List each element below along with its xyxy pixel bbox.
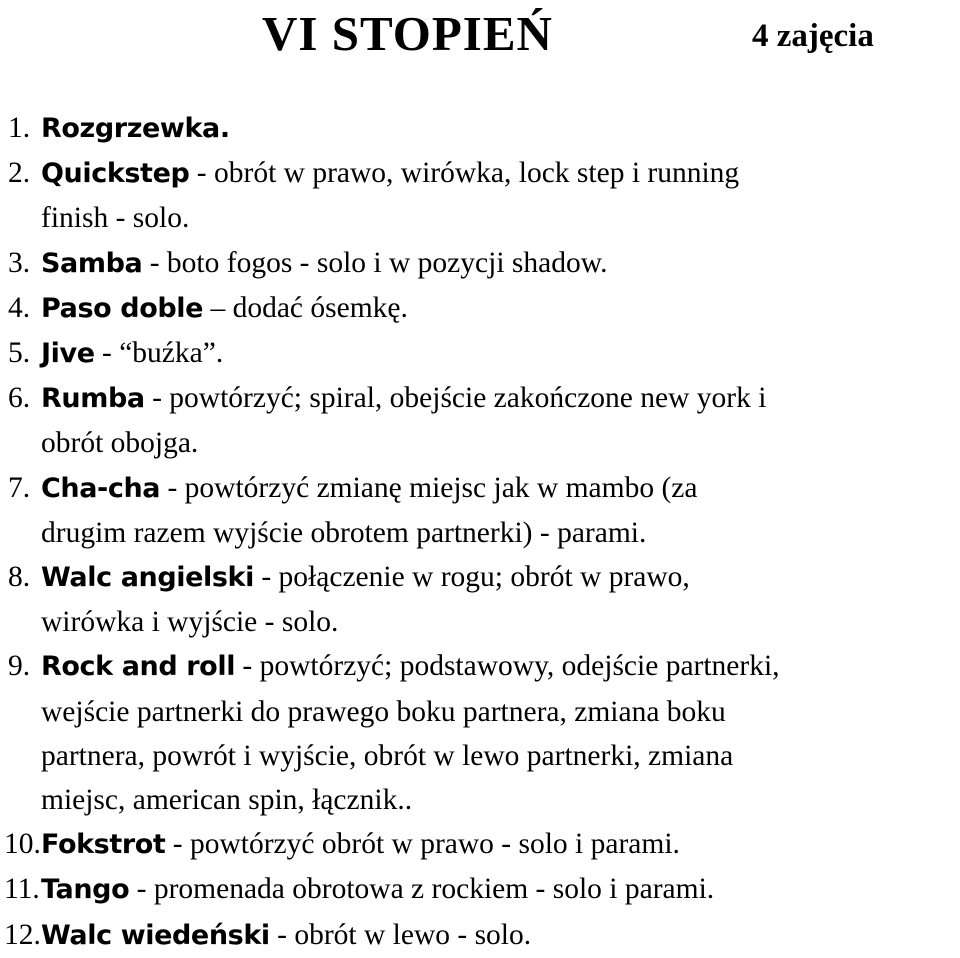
item-first-line <box>41 151 960 196</box>
list-item <box>0 822 960 867</box>
item-description: – dodać ósemkę. <box>203 291 408 324</box>
item-first-line <box>41 376 960 421</box>
item-first-line <box>41 466 960 511</box>
item-description: - obrót w prawo, wirówka, lock step i running <box>189 157 740 190</box>
dance-name: Tango <box>41 874 130 906</box>
item-continuation: partnera, powrót i wyjście, obrót w lewo partnerki, zmiana <box>41 739 734 772</box>
item-number: 8. <box>8 561 31 594</box>
item-first-line <box>41 106 960 151</box>
item-description: - połączenie w rogu; obrót w prawo, <box>253 561 690 594</box>
dance-name: Walc angielski <box>41 562 254 594</box>
dance-name: Paso doble <box>41 292 204 324</box>
item-first-line <box>41 241 960 286</box>
list-item <box>0 867 960 912</box>
list-item <box>0 106 960 151</box>
list-item <box>0 555 960 644</box>
item-description: - powtórzyć obrót w prawo - solo i parami. <box>165 828 680 861</box>
item-description: - boto fogos - solo i w pozycji shadow. <box>142 246 608 279</box>
item-description: - powtórzyć; podstawowy, odejście partnerki, <box>235 650 780 683</box>
list-item <box>0 644 960 822</box>
item-description: - powtórzyć; spiral, obejście zakończone new york i <box>144 382 767 415</box>
dance-name: Jive <box>41 338 95 370</box>
list-item <box>0 376 960 465</box>
item-first-line <box>41 913 960 958</box>
item-first-line <box>41 822 960 867</box>
list-item <box>0 466 960 555</box>
dance-name: Rozgrzewka. <box>41 113 230 144</box>
item-number: 4. <box>8 291 31 324</box>
list-item <box>0 913 960 958</box>
item-number: 6. <box>8 382 31 415</box>
item-continuation: finish - solo. <box>41 202 190 235</box>
item-number: 11. <box>4 873 40 906</box>
item-number: 9. <box>8 650 31 683</box>
item-continuation: drugim razem wyjście obrotem partnerki) - parami. <box>41 516 647 549</box>
page-header <box>0 0 960 70</box>
item-description: - “buźka”. <box>94 337 224 370</box>
item-description: - powtórzyć zmianę miejsc jak w mambo (za <box>160 471 698 504</box>
dance-name: Rock and roll <box>41 651 236 683</box>
item-first-line <box>41 286 960 331</box>
item-number: 5. <box>8 337 31 370</box>
item-first-line <box>41 644 960 689</box>
list-item <box>0 241 960 286</box>
item-number: 12. <box>4 918 41 951</box>
item-continuation: wirówka i wyjście - solo. <box>41 606 339 639</box>
list-item <box>0 151 960 240</box>
list-item <box>0 286 960 331</box>
item-number: 7. <box>8 471 31 504</box>
dance-name: Walc wiedeński <box>41 919 270 951</box>
dance-name: Rumba <box>41 383 145 415</box>
syllabus-list <box>0 106 960 958</box>
page-title: VI STOPIEŃ <box>262 6 553 61</box>
item-number: 2. <box>8 157 31 190</box>
item-first-line <box>41 331 960 376</box>
dance-name: Fokstrot <box>41 829 166 861</box>
dance-name: Samba <box>41 247 143 279</box>
item-description: - promenada obrotowa z rockiem - solo i parami. <box>129 873 715 906</box>
sessions-count: 4 zajęcia <box>752 18 874 54</box>
item-first-line <box>41 867 960 912</box>
dance-name: Cha-cha <box>41 472 161 504</box>
item-number: 3. <box>8 246 31 279</box>
list-item <box>0 331 960 376</box>
dance-name: Quickstep <box>41 158 190 190</box>
item-description: - obrót w lewo - solo. <box>269 918 532 951</box>
item-continuation: wejście partnerki do prawego boku partnera, zmiana boku <box>41 695 726 728</box>
item-continuation: miejsc, american spin, łącznik.. <box>41 784 413 817</box>
item-continuation: obrót obojga. <box>41 427 199 460</box>
item-first-line <box>41 555 960 600</box>
item-number: 1. <box>8 112 31 144</box>
item-number: 10. <box>4 828 41 861</box>
